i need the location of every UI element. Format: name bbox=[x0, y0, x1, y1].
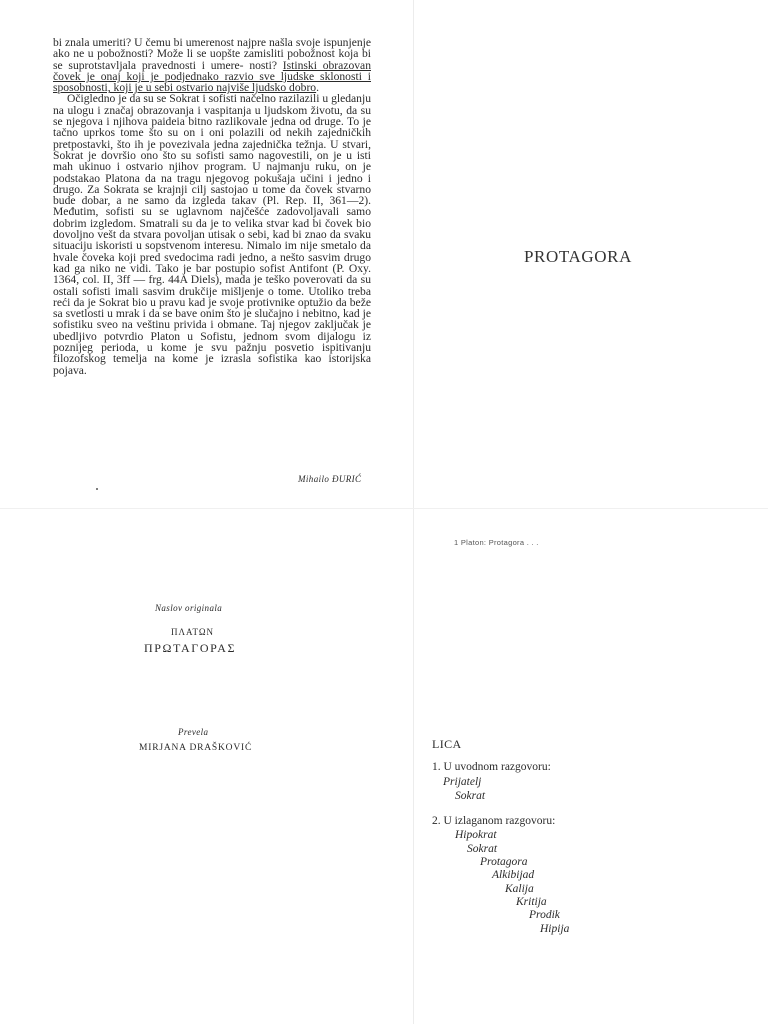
person-item: Hipija bbox=[540, 923, 570, 935]
person-item: Protagora bbox=[480, 856, 528, 868]
person-item: Prodik bbox=[529, 909, 560, 921]
essay-punctuation: . bbox=[316, 81, 320, 95]
essay-paragraph-1 bbox=[53, 37, 371, 93]
persons-section-1-label: 1. U uvodnom razgovoru: bbox=[432, 761, 551, 773]
greek-title: ΠΡΩΤΑΓΟΡΑΣ bbox=[144, 641, 237, 655]
persons-section-2-label: 2. U izlaganom razgovoru: bbox=[432, 815, 556, 827]
book-title: PROTAGORA bbox=[524, 247, 632, 266]
person-item: Kritija bbox=[516, 896, 547, 908]
translated-by-label: Prevela bbox=[178, 727, 209, 737]
translator-name: MIRJANA DRAŠKOVIĆ bbox=[139, 743, 253, 753]
person-item: Sokrat bbox=[455, 790, 486, 802]
persons-heading: LICA bbox=[432, 737, 462, 751]
essay-page bbox=[0, 0, 384, 512]
essay-line: ispunjenje ako ne u pobožnosti? Može li se uopšte zamisliti bbox=[53, 36, 371, 61]
essay-line: nosti? bbox=[249, 58, 283, 72]
ink-dot bbox=[96, 488, 98, 490]
essay-text bbox=[53, 37, 371, 376]
underlined-passage: Istinski obrazovan čovek je onaj koji je podjednako razvio sve ljudske sklonosti i sposobnosti, koji je u sebi ostvario najviše ljudsko dobro bbox=[53, 58, 371, 95]
person-item: Sokrat bbox=[467, 843, 498, 855]
essay-author: Mihailo ĐURIĆ bbox=[298, 474, 362, 484]
person-item: Alkibijad bbox=[492, 869, 535, 881]
original-title-label: Naslov originala bbox=[155, 603, 223, 613]
essay-paragraph-2: Očigledno je da su se Sokrat i sofisti načelno razilazili u gledanju na ulogu i značaj obrazovanja i vaspitanja u ljudskom životu, da su se njegova i njihova paideia bitno razlikovale jedna od druge. To je tačno uprkos tome što su on i oni polazili od nekih zajedničkih pretpostavki, što ih je povezivala jedna zajednička težnja. U stvari, Sokrat je dovršio ono što su sofisti samo nagovestili, on je u isti mah ukinuo i ostvario njihov program. U najmanju ruku, on je podstakao Platona da na tragu njegovog pokušaja učini i jedno i drugo. Za Sokrata se krajnji cilj sastojao u tome da čovek stvarno bude dobar, a ne samo da izgleda takav (Pl. Rep. II, 361—2). Međutim, sofisti su se uglavnom najčešće zadovoljavali samo dobrim izgledom. Smatrali su da je to velika stvar kad bi čovek bio dovoljno vešt da stvara povoljan utisak o sebi, kad bi znao da svaku situaciju iskoristi u sopstvenom interesu. Nimalo im nije smetalo da hvale čoveka koji pred svedocima radi jedno, a nešto sasvim drugo kad ga niko ne vidi. Tako je bar postupio sofist Antifont (P. Oxy. 1364, col. II, 3ff — frg. 44A Diels), mada je teško poverovati da su ostali sofisti imali sasvim drukčije mišljenje o tome. Utoliko treba reći da je Sokrat bio u pravu kad je svoje protivnike optužio da beže sa svetlosti u mrak i da se bave onim što je slučajno i nebitno, kad je sofistiku sveo na veštinu privida i obmane. Taj njegov zaključak je ubedljivo potvrdio Platon u Sofistu, jednom svom dijalogu iz poznijeg perioda, u kome je svu pažnju posvetio ispitivanju filozofskog temelja na kome je izrasla sofistika kao istorijska pojava. bbox=[53, 92, 371, 377]
person-item: Kalija bbox=[505, 883, 534, 895]
essay-line: bi znala umeriti? U čemu bi umerenost najpre našla svoje bbox=[53, 36, 321, 49]
footer-note: 1 Platon: Protagora . . . bbox=[454, 538, 539, 547]
person-item: Hipokrat bbox=[455, 829, 497, 841]
person-item: Prijatelj bbox=[443, 776, 482, 788]
essay-line: pobožnost koja bi se suprotstavljala pravednosti i umere- bbox=[53, 47, 371, 72]
greek-author: ΠΛΑΤΩΝ bbox=[171, 627, 215, 637]
